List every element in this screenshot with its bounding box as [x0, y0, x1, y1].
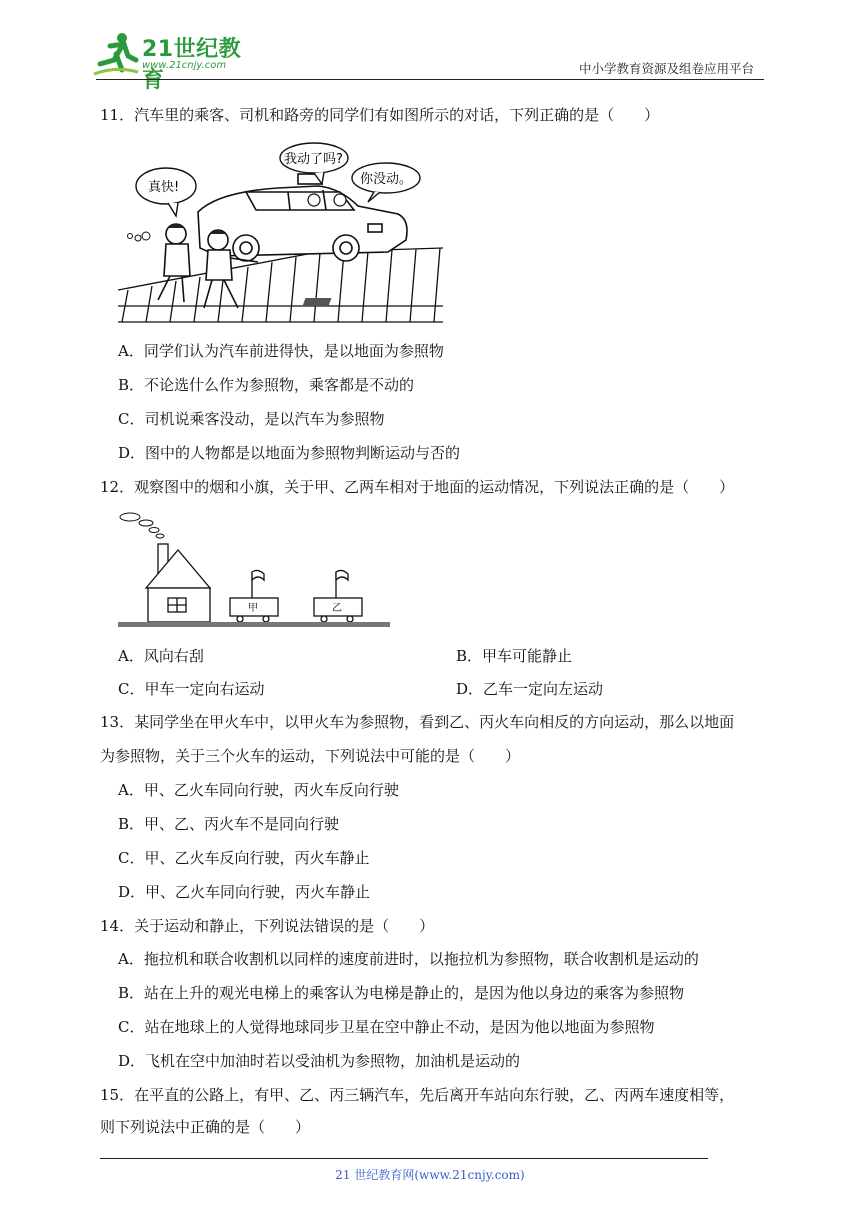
q13-option-a: A．甲、乙火车同向行驶，丙火车反向行驶 — [118, 781, 399, 799]
header-divider — [96, 79, 764, 80]
q11-option-b: B．不论选什么作为参照物，乘客都是不动的 — [118, 376, 415, 394]
logo — [92, 30, 262, 93]
q11-option-d: D．图中的人物都是以地面为参照物判断运动与否的 — [118, 444, 461, 462]
question-12-stem: 12．观察图中的烟和小旗，关于甲、乙两车相对于地面的运动情况，下列说法正确的是（ ） — [100, 478, 735, 496]
q14-option-c: C．站在地球上的人觉得地球同步卫星在空中静止不动，是因为他以地面为参照物 — [118, 1018, 655, 1036]
driver-speech: 你没动。 — [360, 172, 413, 187]
logo-text: 21世纪教育 — [142, 37, 242, 93]
q14-option-b: B．站在上升的观光电梯上的乘客认为电梯是静止的，是因为他以身边的乘客为参照物 — [118, 984, 685, 1002]
question-11-stem: 11．汽车里的乘客、司机和路旁的同学们有如图所示的对话，下列正确的是（ ） — [100, 106, 660, 124]
smoke-flag-illustration — [116, 508, 394, 632]
question-13-stem-line1: 13．某同学坐在甲火车中，以甲火车为参照物，看到乙、丙火车向相反的方向运动，那么以地面 — [100, 713, 735, 731]
kids-speech: 真快! — [148, 180, 180, 195]
question-13-stem-line2: 为参照物，关于三个火车的运动，下列说法中可能的是（ ） — [100, 747, 521, 765]
q12-option-c: C．甲车一定向右运动 — [118, 680, 265, 698]
page-header — [0, 0, 860, 93]
question-15-stem-line1: 15．在平直的公路上，有甲、乙、丙三辆汽车，先后离开车站向东行驶，乙、丙两车速度相等， — [100, 1086, 735, 1104]
question-15-stem-line2: 则下列说法中正确的是（ ） — [100, 1118, 311, 1136]
footer-link[interactable]: 21 世纪教育网(www.21cnjy.com) — [335, 1168, 525, 1182]
question-14-stem: 14．关于运动和静止，下列说法错误的是（ ） — [100, 917, 435, 935]
logo-url: www.21cnjy.com — [142, 60, 227, 71]
car-dialogue-illustration — [118, 140, 443, 326]
q14-option-a: A．拖拉机和联合收割机以同样的速度前进时，以拖拉机为参照物，联合收割机是运动的 — [118, 950, 699, 968]
q13-option-c: C．甲、乙火车反向行驶，丙火车静止 — [118, 849, 370, 867]
q12-option-b: B．甲车可能静止 — [456, 647, 573, 665]
q11-option-a: A．同学们认为汽车前进得快，是以地面为参照物 — [118, 342, 444, 360]
q13-option-d: D．甲、乙火车同向行驶，丙火车静止 — [118, 883, 371, 901]
footer-divider — [100, 1158, 708, 1159]
q12-option-a: A．风向右刮 — [118, 647, 204, 665]
q14-option-d: D．飞机在空中加油时若以受油机为参照物，加油机是运动的 — [118, 1052, 521, 1070]
cart-yi-label: 乙 — [332, 603, 342, 614]
cart-jia-label: 甲 — [248, 603, 258, 614]
q13-option-b: B．甲、乙、丙火车不是同向行驶 — [118, 815, 340, 833]
q11-option-c: C．司机说乘客没动，是以汽车为参照物 — [118, 410, 385, 428]
q12-option-d: D．乙车一定向左运动 — [456, 680, 604, 698]
platform-name: 中小学教育资源及组卷应用平台 — [578, 61, 754, 76]
passenger-speech: 我动了吗? — [284, 152, 343, 167]
runner-logo-icon — [92, 30, 140, 76]
